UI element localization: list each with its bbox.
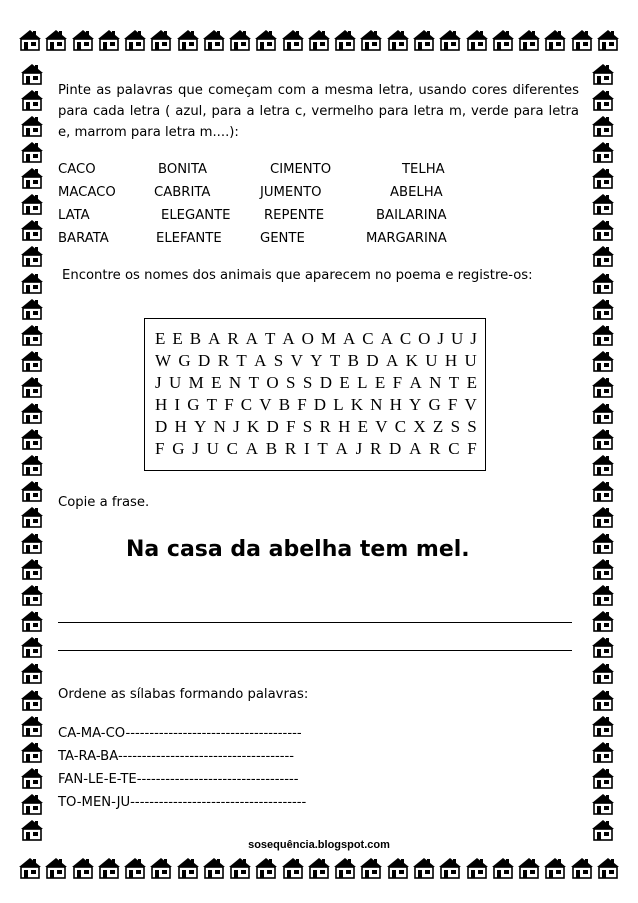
- grid-letter: E: [466, 373, 477, 392]
- word-cell: CABRITA: [154, 185, 211, 200]
- grid-letter: T: [236, 351, 247, 370]
- house-icon: [591, 609, 619, 633]
- word-row: [58, 208, 488, 231]
- grid-letter: J: [192, 439, 199, 458]
- word-cell: GENTE: [260, 231, 305, 246]
- word-cell: REPENTE: [264, 208, 325, 223]
- house-icon: [596, 856, 620, 884]
- instruction-order: Ordene as sílabas formando palavras:: [58, 687, 309, 702]
- word-cell: MACACO: [58, 185, 116, 200]
- house-icon: [543, 28, 567, 56]
- grid-letter: A: [409, 439, 422, 458]
- house-icon: [591, 661, 619, 685]
- grid-letter: J: [437, 329, 445, 348]
- grid-row: [155, 395, 477, 415]
- house-icon: [333, 856, 357, 884]
- word-cell: ELEGANTE: [161, 208, 231, 223]
- grid-letter: Y: [409, 395, 422, 414]
- house-icon: [20, 531, 48, 555]
- house-icon: [591, 88, 619, 112]
- house-icon: [20, 192, 48, 216]
- syllable-item: TO-MEN-JU-------------------------------------: [58, 795, 307, 810]
- house-icon: [333, 28, 357, 56]
- grid-letter: C: [399, 329, 412, 348]
- house-icon: [596, 28, 620, 56]
- word-cell: JUMENTO: [260, 185, 322, 200]
- grid-letter: S: [273, 351, 284, 370]
- house-icon: [591, 62, 619, 86]
- grid-letter: A: [380, 329, 393, 348]
- house-icon: [18, 856, 42, 884]
- house-icon: [591, 479, 619, 503]
- house-icon: [20, 401, 48, 425]
- house-icon: [491, 856, 515, 884]
- house-icon: [202, 28, 226, 56]
- house-icon: [591, 166, 619, 190]
- house-icon: [438, 856, 462, 884]
- word-table: [58, 162, 488, 254]
- house-icon: [412, 856, 436, 884]
- grid-letter: H: [155, 395, 168, 414]
- house-icon: [20, 375, 48, 399]
- grid-letter: X: [413, 417, 426, 436]
- syllable-item: CA-MA-CO-------------------------------------: [58, 726, 302, 741]
- grid-row: [155, 373, 477, 393]
- grid-letter: U: [451, 329, 464, 348]
- house-icon: [20, 792, 48, 816]
- grid-letter: G: [178, 351, 191, 370]
- grid-letter: N: [213, 417, 226, 436]
- house-icon: [591, 271, 619, 295]
- word-cell: ELEFANTE: [156, 231, 222, 246]
- house-icon: [591, 453, 619, 477]
- model-sentence: Na casa da abelha tem mel.: [126, 537, 470, 562]
- instruction-paint: Pinte as palavras que começam com a mesma letra, usando cores diferentes para cada letra ( azul, para a letra c, vermelho para letra m, verde para letra e, marrom para letra m....):: [58, 83, 579, 140]
- grid-letter: K: [405, 351, 418, 370]
- house-icon: [591, 323, 619, 347]
- word-row: [58, 231, 488, 254]
- grid-letter: T: [329, 351, 341, 370]
- grid-letter: K: [247, 417, 260, 436]
- border-top: [18, 28, 620, 56]
- grid-letter: N: [228, 373, 242, 392]
- house-icon: [591, 427, 619, 451]
- house-icon: [591, 375, 619, 399]
- grid-letter: J: [470, 329, 477, 348]
- house-icon: [20, 349, 48, 373]
- grid-letter: K: [350, 395, 364, 414]
- grid-letter: A: [282, 329, 295, 348]
- grid-letter: V: [375, 417, 388, 436]
- house-icon: [20, 140, 48, 164]
- grid-letter: F: [297, 395, 307, 414]
- house-icon: [71, 28, 95, 56]
- word-cell: BONITA: [158, 162, 208, 177]
- house-icon: [386, 856, 410, 884]
- word-search-grid: [144, 318, 486, 471]
- house-icon: [71, 856, 95, 884]
- grid-letter: A: [385, 351, 399, 370]
- grid-letter: O: [266, 373, 279, 392]
- house-icon: [591, 401, 619, 425]
- footer-source: sosequência.blogspot.com: [248, 839, 390, 851]
- grid-letter: I: [174, 395, 181, 414]
- house-icon: [202, 856, 226, 884]
- house-icon: [20, 271, 48, 295]
- house-icon: [591, 792, 619, 816]
- house-icon: [20, 62, 48, 86]
- house-icon: [20, 427, 48, 451]
- grid-letter: D: [198, 351, 211, 370]
- house-icon: [591, 140, 619, 164]
- grid-row: [155, 439, 477, 459]
- grid-letter: B: [189, 329, 202, 348]
- house-icon: [359, 856, 383, 884]
- grid-letter: W: [155, 351, 172, 370]
- grid-letter: H: [174, 417, 187, 436]
- word-row: [58, 162, 488, 185]
- house-icon: [20, 244, 48, 268]
- house-icon: [18, 28, 42, 56]
- grid-letter: A: [254, 351, 267, 370]
- house-icon: [254, 856, 278, 884]
- grid-letter: H: [338, 417, 351, 436]
- word-cell: TELHA: [402, 162, 445, 177]
- grid-letter: F: [224, 395, 234, 414]
- word-cell: CACO: [58, 162, 96, 177]
- grid-letter: S: [467, 417, 477, 436]
- house-icon: [591, 740, 619, 764]
- word-cell: CIMENTO: [270, 162, 332, 177]
- grid-letter: R: [217, 351, 230, 370]
- grid-letter: U: [206, 439, 219, 458]
- house-icon: [44, 28, 68, 56]
- grid-letter: U: [425, 351, 438, 370]
- border-left: [20, 62, 48, 842]
- grid-letter: E: [172, 329, 183, 348]
- house-icon: [20, 714, 48, 738]
- house-icon: [591, 766, 619, 790]
- grid-letter: L: [357, 373, 368, 392]
- grid-letter: T: [317, 439, 328, 458]
- grid-letter: R: [227, 329, 239, 348]
- word-cell: ABELHA: [390, 185, 443, 200]
- grid-letter: M: [188, 373, 204, 392]
- grid-letter: F: [392, 373, 403, 392]
- house-icon: [570, 856, 594, 884]
- house-icon: [97, 856, 121, 884]
- house-icon: [307, 856, 331, 884]
- house-icon: [20, 740, 48, 764]
- grid-letter: D: [155, 417, 168, 436]
- word-row: [58, 185, 488, 208]
- house-icon: [591, 557, 619, 581]
- grid-row: [155, 417, 477, 437]
- writing-line-1: [58, 622, 572, 623]
- house-icon: [591, 349, 619, 373]
- grid-letter: Z: [432, 417, 444, 436]
- grid-letter: C: [448, 439, 460, 458]
- grid-letter: R: [369, 439, 382, 458]
- house-icon: [228, 28, 252, 56]
- house-icon: [591, 505, 619, 529]
- grid-letter: D: [389, 439, 402, 458]
- syllable-list: [58, 726, 306, 818]
- grid-letter: L: [333, 395, 344, 414]
- house-icon: [20, 297, 48, 321]
- grid-letter: E: [339, 373, 350, 392]
- house-icon: [412, 28, 436, 56]
- grid-letter: V: [259, 395, 272, 414]
- house-icon: [20, 453, 48, 477]
- grid-letter: E: [155, 329, 166, 348]
- grid-letter: R: [284, 439, 297, 458]
- house-icon: [20, 479, 48, 503]
- grid-letter: B: [278, 395, 291, 414]
- grid-letter: D: [266, 417, 279, 436]
- grid-letter: C: [226, 439, 238, 458]
- house-icon: [591, 114, 619, 138]
- house-icon: [281, 856, 305, 884]
- house-icon: [307, 28, 331, 56]
- grid-letter: U: [169, 373, 182, 392]
- grid-letter: S: [450, 417, 461, 436]
- house-icon: [123, 856, 147, 884]
- grid-letter: H: [444, 351, 458, 370]
- grid-letter: G: [187, 395, 200, 414]
- grid-letter: T: [248, 373, 259, 392]
- word-cell: BAILARINA: [376, 208, 447, 223]
- grid-row: [155, 351, 477, 371]
- house-icon: [281, 28, 305, 56]
- grid-letter: R: [429, 439, 441, 458]
- grid-letter: O: [301, 329, 314, 348]
- instruction-copy: Copie a frase.: [58, 495, 150, 510]
- house-icon: [254, 28, 278, 56]
- instruction-find: Encontre os nomes dos animais que aparecem no poema e registre-os:: [62, 268, 533, 283]
- house-icon: [20, 635, 48, 659]
- grid-letter: T: [448, 373, 460, 392]
- house-icon: [20, 323, 48, 347]
- grid-letter: C: [240, 395, 253, 414]
- grid-letter: A: [245, 439, 259, 458]
- grid-letter: A: [335, 439, 348, 458]
- grid-letter: G: [172, 439, 185, 458]
- grid-letter: T: [206, 395, 218, 414]
- house-icon: [591, 688, 619, 712]
- grid-row: [155, 329, 477, 349]
- grid-letter: J: [355, 439, 363, 458]
- grid-letter: R: [319, 417, 331, 436]
- house-icon: [591, 531, 619, 555]
- grid-letter: F: [286, 417, 296, 436]
- grid-letter: V: [290, 351, 303, 370]
- grid-letter: T: [264, 329, 276, 348]
- grid-letter: N: [370, 395, 383, 414]
- house-icon: [149, 28, 173, 56]
- grid-letter: F: [447, 395, 458, 414]
- grid-letter: C: [362, 329, 374, 348]
- house-icon: [20, 583, 48, 607]
- grid-letter: I: [303, 439, 310, 458]
- grid-letter: O: [418, 329, 431, 348]
- house-icon: [44, 856, 68, 884]
- house-icon: [20, 114, 48, 138]
- house-icon: [176, 856, 200, 884]
- house-icon: [149, 856, 173, 884]
- grid-letter: G: [428, 395, 441, 414]
- grid-letter: E: [374, 373, 386, 392]
- house-icon: [591, 583, 619, 607]
- word-cell: MARGARINA: [366, 231, 447, 246]
- grid-letter: M: [320, 329, 336, 348]
- syllable-item: TA-RA-BA-------------------------------------: [58, 749, 295, 764]
- house-icon: [20, 166, 48, 190]
- grid-letter: D: [313, 395, 327, 414]
- grid-letter: S: [302, 373, 313, 392]
- house-icon: [491, 28, 515, 56]
- border-right: [591, 62, 619, 842]
- grid-letter: E: [211, 373, 222, 392]
- house-icon: [20, 557, 48, 581]
- grid-letter: B: [265, 439, 278, 458]
- house-icon: [591, 192, 619, 216]
- grid-letter: D: [319, 373, 332, 392]
- house-icon: [20, 766, 48, 790]
- house-icon: [386, 28, 410, 56]
- word-cell: BARATA: [58, 231, 109, 246]
- house-icon: [123, 28, 147, 56]
- grid-letter: B: [347, 351, 359, 370]
- grid-letter: A: [409, 373, 422, 392]
- grid-letter: C: [394, 417, 407, 436]
- house-icon: [543, 856, 567, 884]
- house-icon: [591, 244, 619, 268]
- grid-letter: N: [429, 373, 442, 392]
- grid-letter: Y: [194, 417, 207, 436]
- grid-letter: H: [389, 395, 402, 414]
- house-icon: [20, 688, 48, 712]
- house-icon: [517, 856, 541, 884]
- syllable-item: FAN-LE-E-TE----------------------------------: [58, 772, 299, 787]
- grid-letter: Y: [310, 351, 323, 370]
- grid-letter: F: [155, 439, 165, 458]
- house-icon: [438, 28, 462, 56]
- house-icon: [591, 635, 619, 659]
- house-icon: [20, 88, 48, 112]
- house-icon: [465, 856, 489, 884]
- grid-letter: V: [464, 395, 477, 414]
- house-icon: [176, 28, 200, 56]
- house-icon: [228, 856, 252, 884]
- house-icon: [359, 28, 383, 56]
- house-icon: [591, 218, 619, 242]
- grid-letter: E: [357, 417, 369, 436]
- border-bottom: [18, 856, 620, 884]
- grid-letter: A: [342, 329, 356, 348]
- word-cell: LATA: [58, 208, 90, 223]
- grid-letter: F: [467, 439, 477, 458]
- house-icon: [591, 714, 619, 738]
- writing-line-2: [58, 650, 572, 651]
- grid-letter: J: [233, 417, 240, 436]
- grid-letter: S: [286, 373, 296, 392]
- house-icon: [570, 28, 594, 56]
- grid-letter: A: [208, 329, 221, 348]
- grid-letter: S: [302, 417, 313, 436]
- house-icon: [517, 28, 541, 56]
- grid-letter: U: [464, 351, 477, 370]
- house-icon: [20, 505, 48, 529]
- grid-letter: D: [366, 351, 379, 370]
- grid-letter: A: [245, 329, 258, 348]
- grid-letter: J: [155, 373, 162, 392]
- house-icon: [465, 28, 489, 56]
- house-icon: [20, 661, 48, 685]
- house-icon: [97, 28, 121, 56]
- house-icon: [20, 609, 48, 633]
- house-icon: [591, 297, 619, 321]
- house-icon: [20, 218, 48, 242]
